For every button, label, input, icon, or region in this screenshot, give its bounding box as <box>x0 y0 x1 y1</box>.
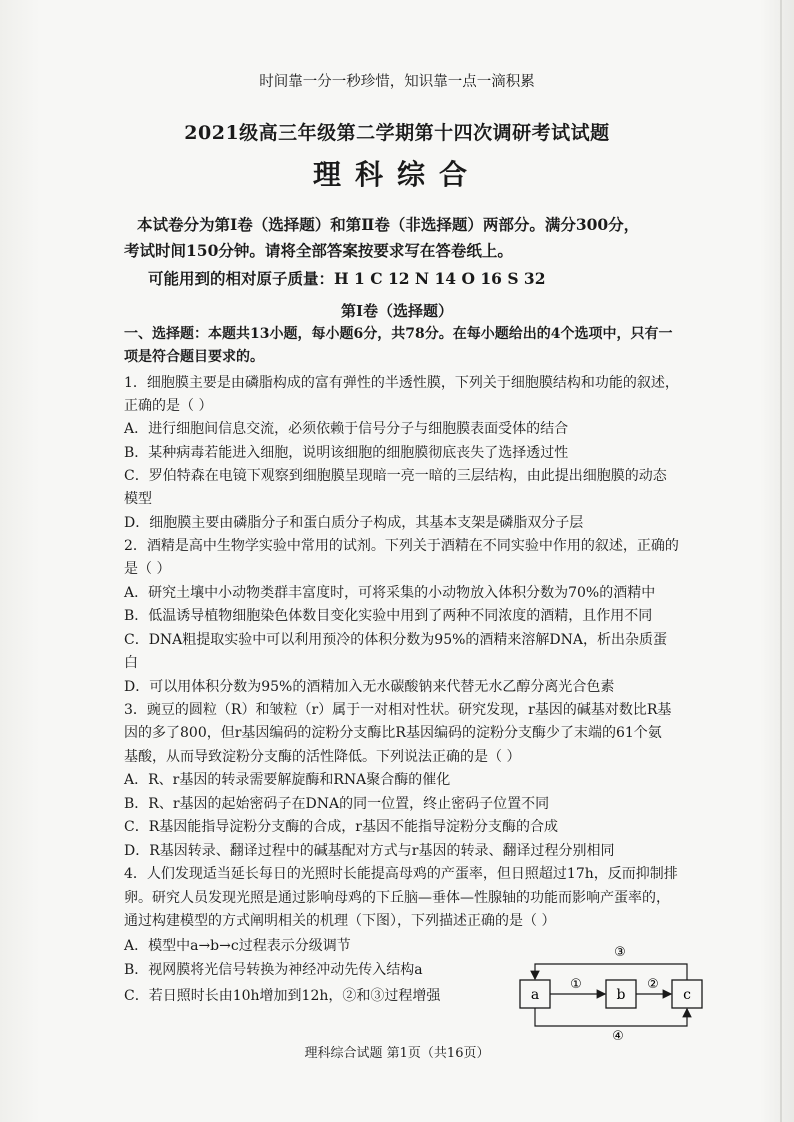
subject-title: 理科综合 <box>312 158 481 191</box>
q1-option-b: B．某种病毒若能进入细胞，说明该细胞的细胞膜彻底丧失了选择透过性 <box>124 445 569 461</box>
box-a <box>520 980 550 1008</box>
box-a-label: a <box>530 987 540 1003</box>
q1-option-c-1: C．罗伯特森在电镜下观察到细胞膜呈现暗一亮一暗的三层结构，由此提出细胞膜的动态 <box>124 468 667 484</box>
motto: 时间靠一分一秒珍惜，知识靠一点一滴积累 <box>259 74 535 90</box>
q2-option-c-2: 白 <box>124 655 138 671</box>
part1-title: 第Ⅰ卷（选择题） <box>340 302 454 320</box>
arrow-4-label: ④ <box>612 1029 624 1040</box>
intro-line-2: 考试时间150分钟。请将全部答案按要求写在答卷纸上。 <box>124 241 513 260</box>
intro-line-1: 本试卷分为第Ⅰ卷（选择题）和第Ⅱ卷（非选择题）两部分。满分300分， <box>137 215 640 234</box>
q4-option-c: C．若日照时长由10h增加到12h，②和③过程增强 <box>124 988 441 1004</box>
arrow-1-label: ① <box>570 977 582 992</box>
box-b-label: b <box>616 987 626 1003</box>
exam-title: 2021级高三年级第二学期第十四次调研考试试题 <box>184 122 610 144</box>
box-b <box>606 980 636 1008</box>
section-instruction-1: 一、选择题：本题共13小题，每小题6分，共78分。在每小题给出的4个选项中，只有一 <box>124 326 673 342</box>
q1-option-c-2: 模型 <box>124 491 152 507</box>
q4-stem-3: 通过构建模型的方式阐明相关的机理（下图），下列描述正确的是（ ） <box>124 913 556 929</box>
q3-option-d: D．R基因转录、翻译过程中的碱基配对方式与r基因的转录、翻译过程分别相同 <box>124 843 615 859</box>
q1-option-d: D．细胞膜主要由磷脂分子和蛋白质分子构成，其基本支架是磷脂双分子层 <box>124 515 584 531</box>
arrow-a-to-c-bottom <box>535 1008 687 1026</box>
atomic-mass-line: 可能用到的相对原子质量：H 1 C 12 N 14 O 16 S 32 <box>148 269 546 288</box>
q2-stem-1: 2．酒精是高中生物学实验中常用的试剂。下列关于酒精在不同实验中作用的叙述，正确的 <box>124 538 679 554</box>
q4-stem-1: 4．人们发现适当延长每日的光照时长能提高母鸡的产蛋率，但日照超过17h，反而抑制排 <box>124 866 678 882</box>
q3-stem-2: 因的多了800，但r基因编码的淀粉分支酶比R基因编码的淀粉分支酶少了末端的61个氨 <box>124 725 662 741</box>
box-c-label: c <box>683 987 691 1003</box>
q2-option-c-1: C．DNA粗提取实验中可以利用预冷的体积分数为95%的酒精来溶解DNA，析出杂质蛋 <box>124 632 667 648</box>
q3-option-a: A．R、r基因的转录需要解旋酶和RNA聚合酶的催化 <box>124 772 451 788</box>
q4-stem-2: 卵。研究人员发现光照是通过影响母鸡的下丘脑—垂体—性腺轴的功能而影响产蛋率的， <box>124 890 670 906</box>
q2-stem-2: 是（ ） <box>124 561 171 577</box>
q3-option-c: C．R基因能指导淀粉分支酶的合成，r基因不能指导淀粉分支酶的合成 <box>124 819 558 835</box>
q1-option-a: A．进行细胞间信息交流，必须依赖于信号分子与细胞膜表面受体的结合 <box>124 421 569 437</box>
page-footer: 理科综合试题 第1页（共16页） <box>304 1046 490 1061</box>
q2-option-a: A．研究土壤中小动物类群丰富度时，可将采集的小动物放入体积分数为70%的酒精中 <box>124 585 656 601</box>
q1-stem-1: 1．细胞膜主要是由磷脂构成的富有弹性的半透性膜，下列关于细胞膜结构和功能的叙述， <box>124 375 679 391</box>
q2-option-d: D．可以用体积分数为95%的酒精加入无水碳酸钠来代替无水乙醇分离光合色素 <box>124 679 615 695</box>
arrow-c-to-a-top <box>535 964 687 980</box>
section-instruction-2: 项是符合题目要求的。 <box>124 349 264 365</box>
box-c <box>672 980 702 1008</box>
q4-option-b: B．视网膜将光信号转换为神经冲动先传入结构a <box>124 962 423 978</box>
q3-stem-1: 3．豌豆的圆粒（R）和皱粒（r）属于一对相对性状。研究发现，r基因的碱基对数比R基 <box>124 702 672 718</box>
q3-stem-3: 基酸，从而导致淀粉分支酶的活性降低。下列说法正确的是（ ） <box>124 749 521 765</box>
arrow-3-label: ③ <box>614 945 626 960</box>
q4-option-a: A．模型中a→b→c过程表示分级调节 <box>124 938 351 954</box>
arrow-2-label: ② <box>647 977 659 992</box>
hormone-axis-diagram <box>512 944 712 1040</box>
q1-stem-2: 正确的是（ ） <box>124 398 213 414</box>
q3-option-b: B．R、r基因的起始密码子在DNA的同一位置，终止密码子位置不同 <box>124 796 550 812</box>
q2-option-b: B．低温诱导植物细胞染色体数目变化实验中用到了两种不同浓度的酒精，且作用不同 <box>124 608 653 624</box>
